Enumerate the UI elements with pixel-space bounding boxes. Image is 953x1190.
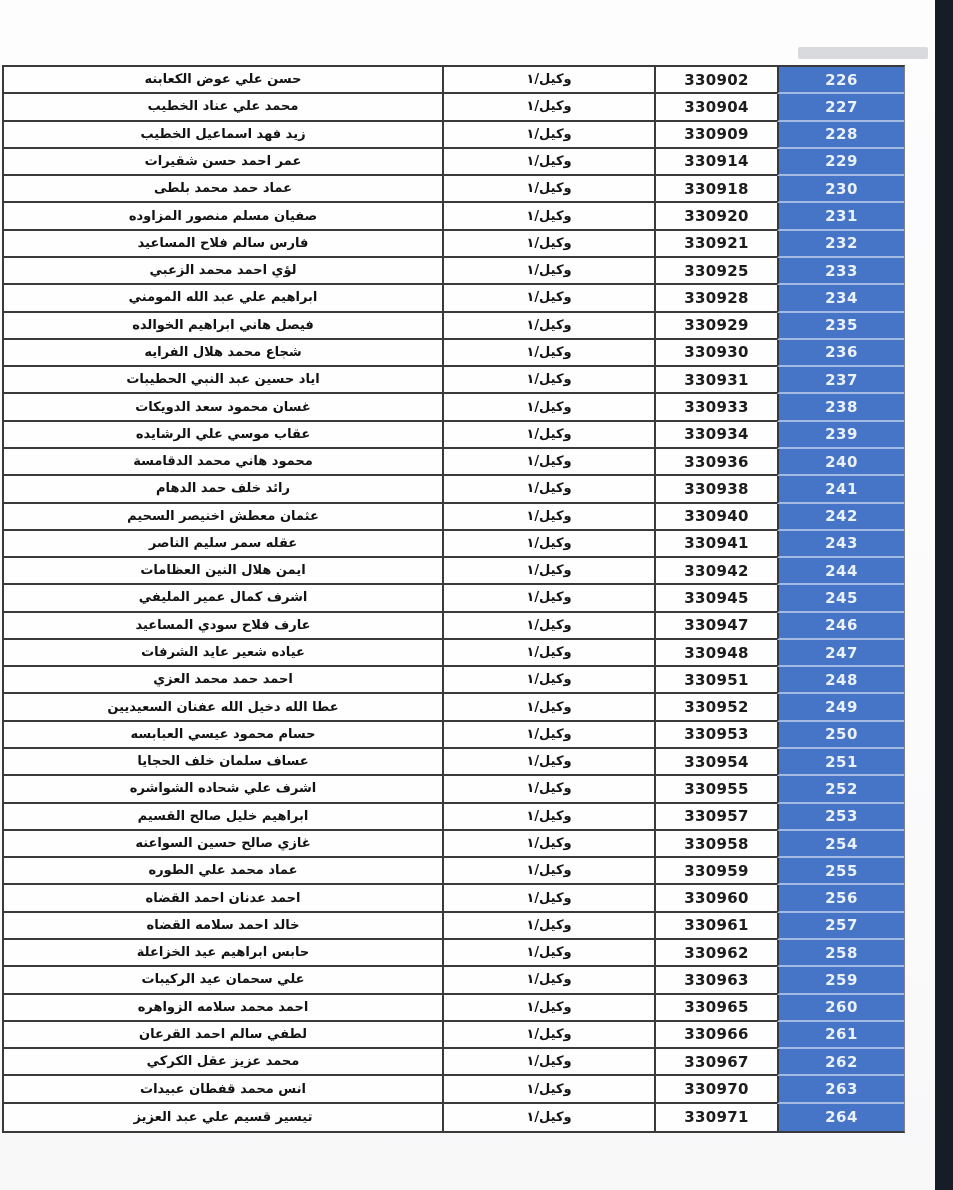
row-index-cell: 228 — [777, 122, 904, 149]
name-cell: محمد عزيز عقل الكركي — [4, 1049, 442, 1076]
rank-cell: وكيل/١ — [442, 585, 654, 612]
table-row — [4, 776, 904, 803]
table-row — [4, 231, 904, 258]
partial-cell-above-index-column — [798, 47, 928, 59]
table-row — [4, 149, 904, 176]
rank-cell: وكيل/١ — [442, 776, 654, 803]
name-cell: عياده شعير عايد الشرفات — [4, 640, 442, 667]
serial-number-cell: 330966 — [654, 1022, 777, 1049]
serial-number-cell: 330942 — [654, 558, 777, 585]
rank-cell: وكيل/١ — [442, 804, 654, 831]
table-row — [4, 722, 904, 749]
rank-cell: وكيل/١ — [442, 913, 654, 940]
rank-cell: وكيل/١ — [442, 367, 654, 394]
rank-cell: وكيل/١ — [442, 667, 654, 694]
rank-cell: وكيل/١ — [442, 967, 654, 994]
row-index-cell: 247 — [777, 640, 904, 667]
name-cell: علي سحمان عيد الركيبات — [4, 967, 442, 994]
serial-number-cell: 330930 — [654, 340, 777, 367]
serial-number-cell: 330955 — [654, 776, 777, 803]
row-index-cell: 232 — [777, 231, 904, 258]
table-row — [4, 940, 904, 967]
rank-cell: وكيل/١ — [442, 831, 654, 858]
serial-number-cell: 330904 — [654, 94, 777, 121]
row-index-cell: 238 — [777, 394, 904, 421]
name-cell: غازي صالح حسين السواعنه — [4, 831, 442, 858]
rank-cell: وكيل/١ — [442, 1076, 654, 1103]
row-index-cell: 237 — [777, 367, 904, 394]
serial-number-cell: 330952 — [654, 694, 777, 721]
row-index-cell: 256 — [777, 885, 904, 912]
serial-number-cell: 330918 — [654, 176, 777, 203]
serial-number-cell: 330945 — [654, 585, 777, 612]
rank-cell: وكيل/١ — [442, 694, 654, 721]
row-index-cell: 248 — [777, 667, 904, 694]
name-cell: احمد محمد سلامه الزواهره — [4, 995, 442, 1022]
serial-number-cell: 330936 — [654, 449, 777, 476]
serial-number-cell: 330958 — [654, 831, 777, 858]
row-index-cell: 236 — [777, 340, 904, 367]
rank-cell: وكيل/١ — [442, 558, 654, 585]
name-cell: صفيان مسلم منصور المزاوده — [4, 203, 442, 230]
serial-number-cell: 330931 — [654, 367, 777, 394]
serial-number-cell: 330920 — [654, 203, 777, 230]
name-cell: فارس سالم فلاح المساعيد — [4, 231, 442, 258]
rank-cell: وكيل/١ — [442, 613, 654, 640]
row-index-cell: 254 — [777, 831, 904, 858]
row-index-cell: 227 — [777, 94, 904, 121]
rank-cell: وكيل/١ — [442, 122, 654, 149]
row-index-cell: 231 — [777, 203, 904, 230]
row-index-cell: 242 — [777, 504, 904, 531]
rank-cell: وكيل/١ — [442, 995, 654, 1022]
serial-number-cell: 330929 — [654, 313, 777, 340]
table-row — [4, 1076, 904, 1103]
table-row — [4, 640, 904, 667]
row-index-cell: 234 — [777, 285, 904, 312]
rank-cell: وكيل/١ — [442, 231, 654, 258]
serial-number-cell: 330971 — [654, 1104, 777, 1131]
row-index-cell: 240 — [777, 449, 904, 476]
table-row — [4, 394, 904, 421]
row-index-cell: 233 — [777, 258, 904, 285]
table-row — [4, 367, 904, 394]
name-cell: ابراهيم خليل صالح القسيم — [4, 804, 442, 831]
table-row — [4, 422, 904, 449]
row-index-cell: 226 — [777, 67, 904, 94]
serial-number-cell: 330970 — [654, 1076, 777, 1103]
name-cell: رائد خلف حمد الدهام — [4, 476, 442, 503]
table-row — [4, 313, 904, 340]
name-cell: لؤي احمد محمد الزعبي — [4, 258, 442, 285]
name-cell: لطفي سالم احمد القرعان — [4, 1022, 442, 1049]
rank-cell: وكيل/١ — [442, 67, 654, 94]
table-row — [4, 340, 904, 367]
table-row — [4, 531, 904, 558]
table-row — [4, 122, 904, 149]
rank-cell: وكيل/١ — [442, 94, 654, 121]
row-index-cell: 261 — [777, 1022, 904, 1049]
name-cell: شجاع محمد هلال الفرايه — [4, 340, 442, 367]
serial-number-cell: 330941 — [654, 531, 777, 558]
serial-number-cell: 330933 — [654, 394, 777, 421]
serial-number-cell: 330962 — [654, 940, 777, 967]
name-cell: انس محمد قفطان عبيدات — [4, 1076, 442, 1103]
serial-number-cell: 330947 — [654, 613, 777, 640]
roster-table — [2, 65, 905, 1133]
name-cell: اشرف علي شحاده الشواشره — [4, 776, 442, 803]
table-row — [4, 804, 904, 831]
row-index-cell: 241 — [777, 476, 904, 503]
rank-cell: وكيل/١ — [442, 476, 654, 503]
name-cell: غسان محمود سعد الدويكات — [4, 394, 442, 421]
serial-number-cell: 330934 — [654, 422, 777, 449]
name-cell: اشرف كمال عمير المليفي — [4, 585, 442, 612]
table-row — [4, 585, 904, 612]
table-row — [4, 1104, 904, 1131]
name-cell: احمد حمد محمد العزي — [4, 667, 442, 694]
rank-cell: وكيل/١ — [442, 722, 654, 749]
row-index-cell: 263 — [777, 1076, 904, 1103]
rank-cell: وكيل/١ — [442, 313, 654, 340]
rank-cell: وكيل/١ — [442, 422, 654, 449]
name-cell: اياد حسين عبد النبي الحطيبات — [4, 367, 442, 394]
name-cell: عمر احمد حسن شقيرات — [4, 149, 442, 176]
serial-number-cell: 330967 — [654, 1049, 777, 1076]
serial-number-cell: 330925 — [654, 258, 777, 285]
rank-cell: وكيل/١ — [442, 285, 654, 312]
rank-cell: وكيل/١ — [442, 940, 654, 967]
table-row — [4, 613, 904, 640]
name-cell: عقله سمر سليم الناصر — [4, 531, 442, 558]
table-row — [4, 913, 904, 940]
table-row — [4, 285, 904, 312]
table-row — [4, 749, 904, 776]
name-cell: عقاب موسي علي الرشايده — [4, 422, 442, 449]
table-row — [4, 504, 904, 531]
serial-number-cell: 330909 — [654, 122, 777, 149]
rank-cell: وكيل/١ — [442, 885, 654, 912]
row-index-cell: 245 — [777, 585, 904, 612]
name-cell: محمد علي عناد الخطيب — [4, 94, 442, 121]
table-row — [4, 258, 904, 285]
screen-edge-dark-strip — [935, 0, 953, 1190]
table-row — [4, 694, 904, 721]
rank-cell: وكيل/١ — [442, 504, 654, 531]
rank-cell: وكيل/١ — [442, 203, 654, 230]
rank-cell: وكيل/١ — [442, 1022, 654, 1049]
row-index-cell: 230 — [777, 176, 904, 203]
table-row — [4, 176, 904, 203]
name-cell: محمود هاني محمد الدقامسة — [4, 449, 442, 476]
serial-number-cell: 330928 — [654, 285, 777, 312]
row-index-cell: 249 — [777, 694, 904, 721]
name-cell: عماد محمد علي الطوره — [4, 858, 442, 885]
name-cell: احمد عدنان احمد القضاه — [4, 885, 442, 912]
serial-number-cell: 330938 — [654, 476, 777, 503]
rank-cell: وكيل/١ — [442, 858, 654, 885]
name-cell: حسام محمود عيسي العبابسه — [4, 722, 442, 749]
table-row — [4, 476, 904, 503]
name-cell: حابس ابراهيم عيد الخزاعلة — [4, 940, 442, 967]
table-row — [4, 94, 904, 121]
row-index-cell: 257 — [777, 913, 904, 940]
serial-number-cell: 330914 — [654, 149, 777, 176]
serial-number-cell: 330963 — [654, 967, 777, 994]
table-row — [4, 67, 904, 94]
row-index-cell: 229 — [777, 149, 904, 176]
row-index-cell: 255 — [777, 858, 904, 885]
table-row — [4, 1049, 904, 1076]
name-cell: فيصل هاني ابراهيم الخوالده — [4, 313, 442, 340]
name-cell: زيد فهد اسماعيل الخطيب — [4, 122, 442, 149]
row-index-cell: 259 — [777, 967, 904, 994]
name-cell: خالد احمد سلامه القضاه — [4, 913, 442, 940]
name-cell: حسن علي عوض الكعابنه — [4, 67, 442, 94]
row-index-cell: 253 — [777, 804, 904, 831]
serial-number-cell: 330959 — [654, 858, 777, 885]
serial-number-cell: 330960 — [654, 885, 777, 912]
row-index-cell: 258 — [777, 940, 904, 967]
row-index-cell: 262 — [777, 1049, 904, 1076]
table-row — [4, 995, 904, 1022]
name-cell: عماد حمد محمد بلطى — [4, 176, 442, 203]
row-index-cell: 246 — [777, 613, 904, 640]
rank-cell: وكيل/١ — [442, 149, 654, 176]
table-row — [4, 203, 904, 230]
rank-cell: وكيل/١ — [442, 258, 654, 285]
table-row — [4, 831, 904, 858]
table-row — [4, 858, 904, 885]
table-row — [4, 449, 904, 476]
serial-number-cell: 330921 — [654, 231, 777, 258]
rank-cell: وكيل/١ — [442, 340, 654, 367]
serial-number-cell: 330965 — [654, 995, 777, 1022]
name-cell: عساف سلمان خلف الحجايا — [4, 749, 442, 776]
rank-cell: وكيل/١ — [442, 1104, 654, 1131]
row-index-cell: 239 — [777, 422, 904, 449]
row-index-cell: 243 — [777, 531, 904, 558]
row-index-cell: 252 — [777, 776, 904, 803]
table-row — [4, 667, 904, 694]
serial-number-cell: 330957 — [654, 804, 777, 831]
table-row — [4, 885, 904, 912]
rank-cell: وكيل/١ — [442, 449, 654, 476]
name-cell: ابراهيم علي عبد الله المومني — [4, 285, 442, 312]
rank-cell: وكيل/١ — [442, 394, 654, 421]
table-row — [4, 558, 904, 585]
row-index-cell: 264 — [777, 1104, 904, 1131]
rank-cell: وكيل/١ — [442, 749, 654, 776]
name-cell: تيسير قسيم علي عبد العزيز — [133, 1109, 313, 1125]
table-row — [4, 967, 904, 994]
serial-number-cell: 330961 — [654, 913, 777, 940]
row-index-cell: 250 — [777, 722, 904, 749]
rank-cell: وكيل/١ — [442, 640, 654, 667]
rank-cell: وكيل/١ — [442, 1049, 654, 1076]
row-index-cell: 235 — [777, 313, 904, 340]
serial-number-cell: 330948 — [654, 640, 777, 667]
serial-number-cell: 330940 — [654, 504, 777, 531]
name-cell: عثمان معطش اخنيصر السحيم — [4, 504, 442, 531]
rank-cell: وكيل/١ — [442, 176, 654, 203]
serial-number-cell: 330902 — [654, 67, 777, 94]
row-index-cell: 251 — [777, 749, 904, 776]
serial-number-cell: 330951 — [654, 667, 777, 694]
row-index-cell: 244 — [777, 558, 904, 585]
name-cell: ايمن هلال النين العظامات — [4, 558, 442, 585]
serial-number-cell: 330954 — [654, 749, 777, 776]
table-row — [4, 1022, 904, 1049]
name-cell: عارف فلاح سودي المساعيد — [4, 613, 442, 640]
rank-cell: وكيل/١ — [442, 531, 654, 558]
name-cell: عطا الله دخيل الله عفنان السعيديين — [4, 694, 442, 721]
serial-number-cell: 330953 — [654, 722, 777, 749]
row-index-cell: 260 — [777, 995, 904, 1022]
